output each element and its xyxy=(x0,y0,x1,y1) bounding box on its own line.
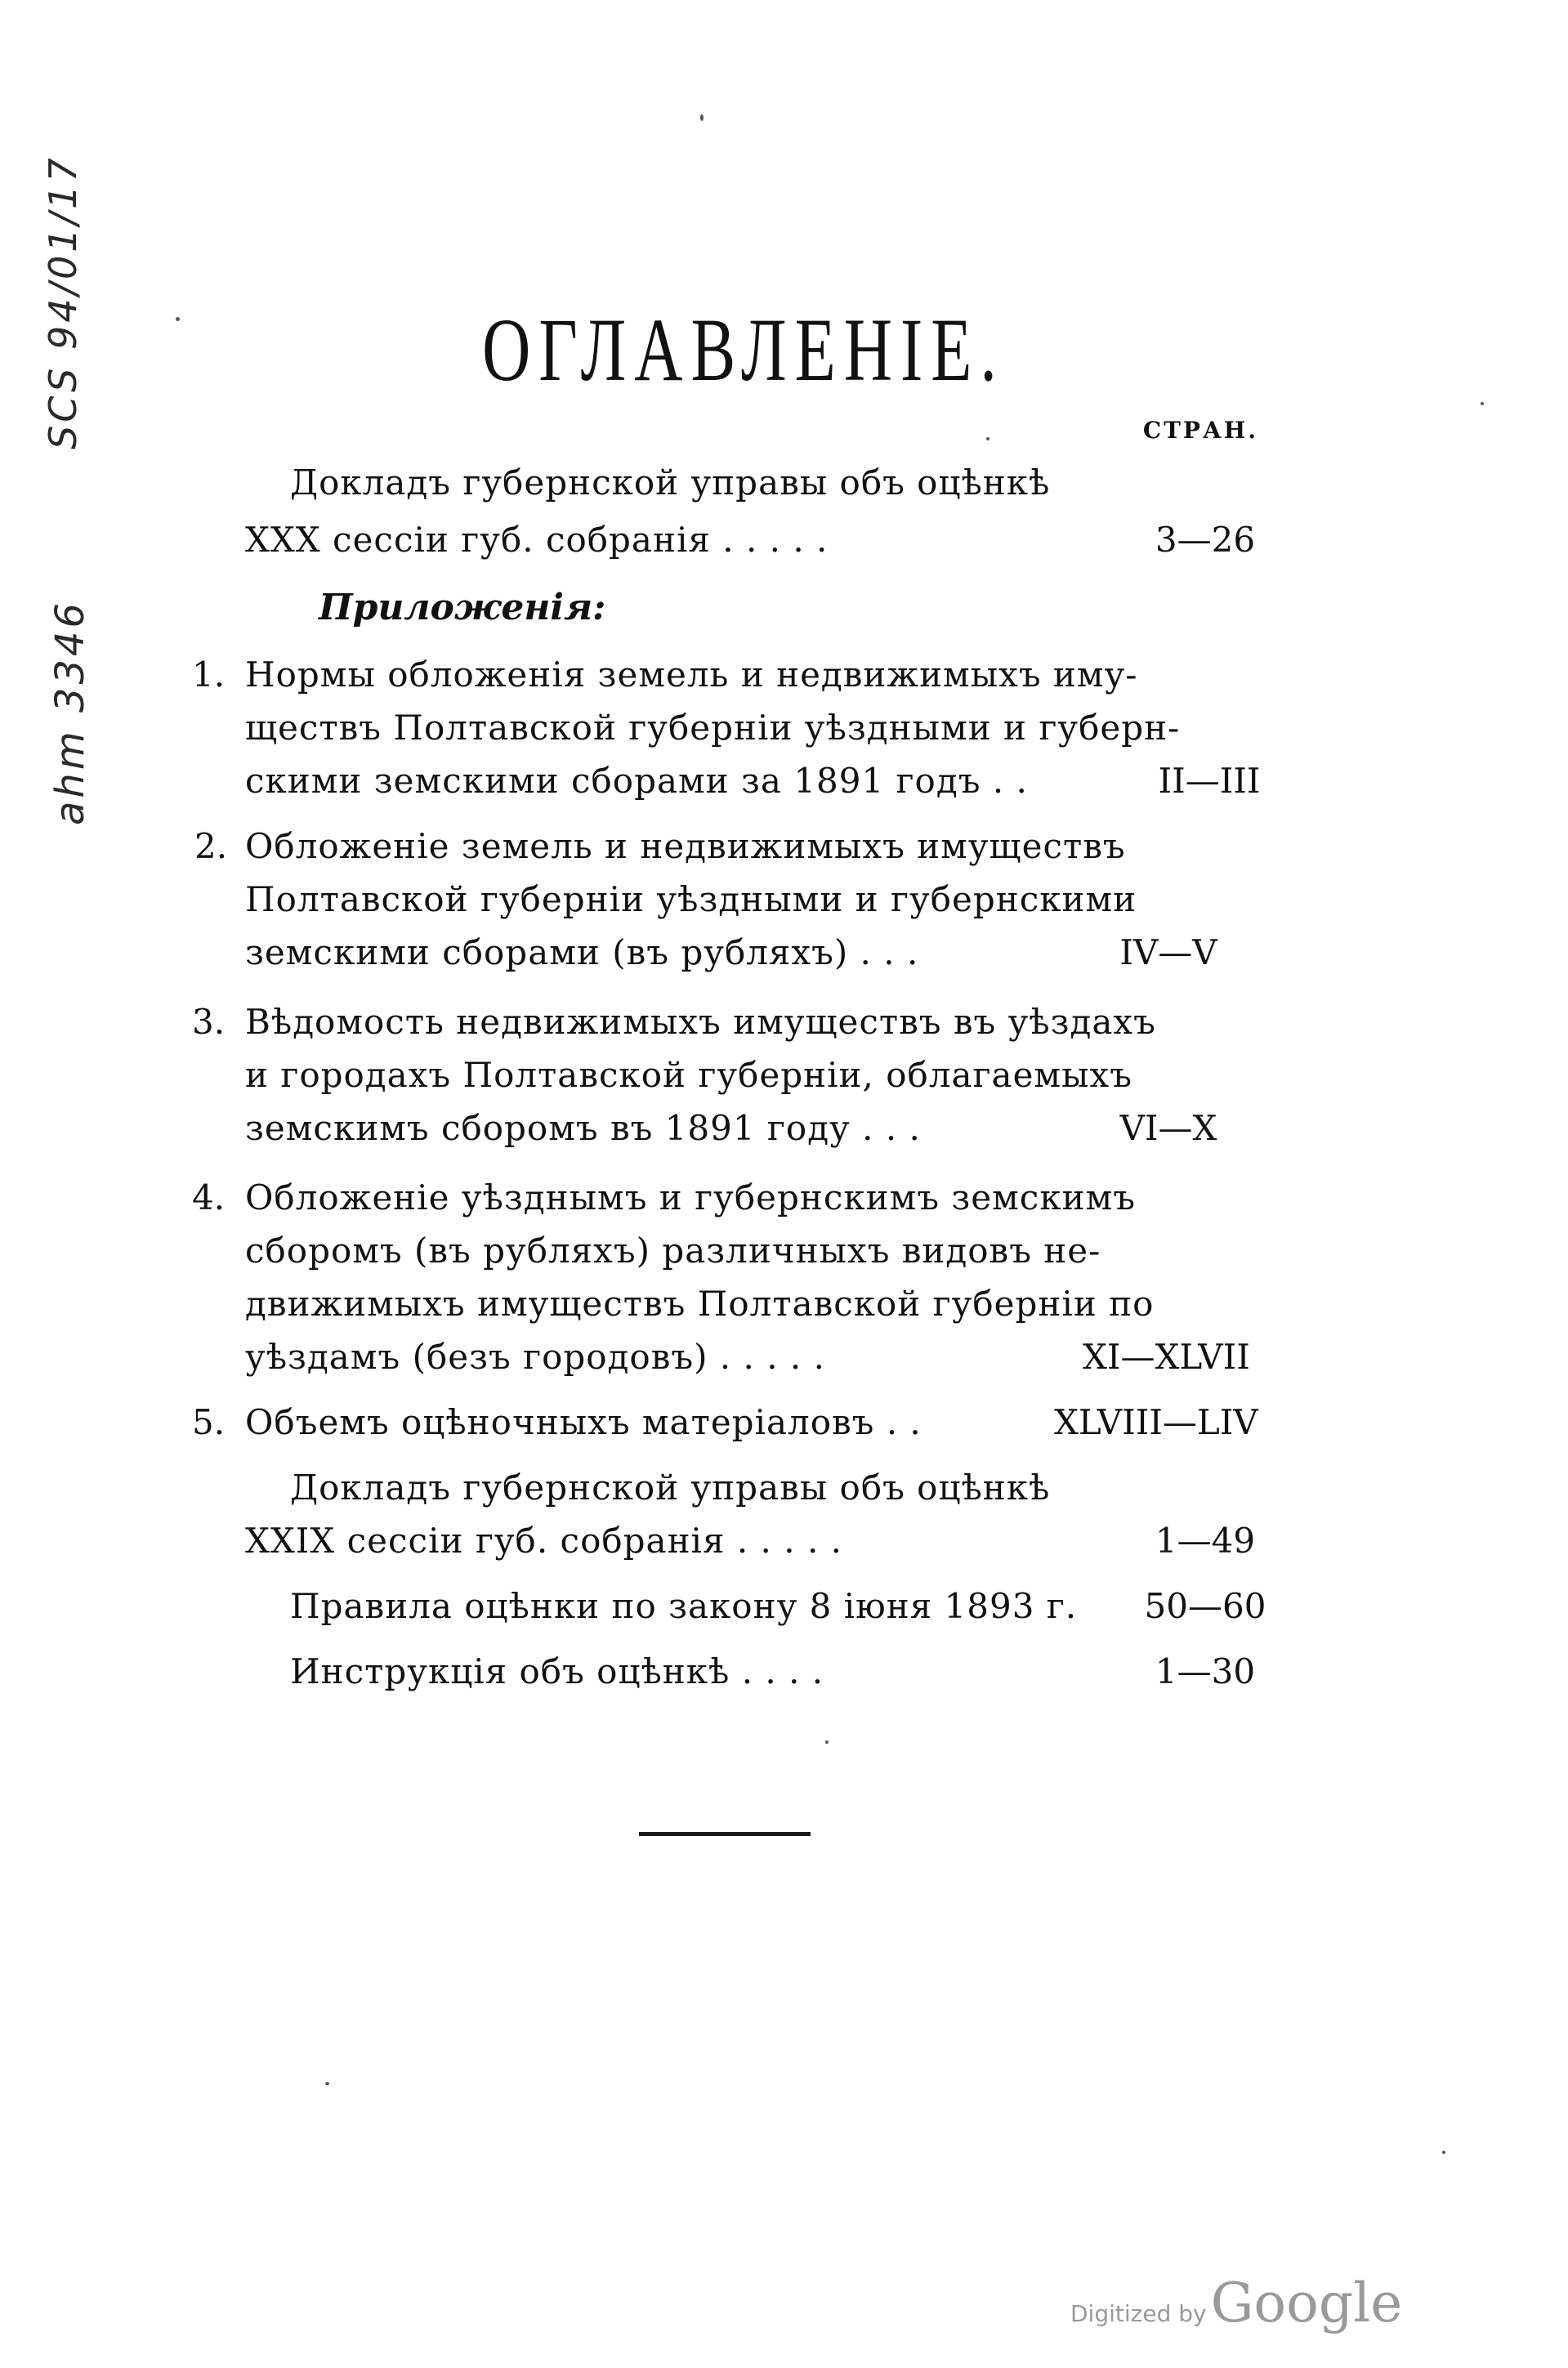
scan-speck xyxy=(1481,402,1484,405)
scan-speck xyxy=(700,114,704,121)
toc-line: Объемъ оцѣночныхъ матеріаловъ . . xyxy=(245,1402,922,1442)
toc-line: Докладъ губернской управы объ оцѣнкѣ xyxy=(290,1468,1051,1508)
toc-number: 3. xyxy=(192,1002,226,1042)
toc-line: движимыхъ имуществъ Полтавской губерніи по xyxy=(245,1284,1155,1324)
toc-line: XXX сессіи губ. собранія . . . . . xyxy=(245,520,829,560)
toc-line: сборомъ (въ рубляхъ) различныхъ видовъ не- xyxy=(245,1231,1101,1271)
toc-line: XXIX сессіи губ. собранія . . . . . xyxy=(245,1521,842,1561)
toc-line: ществъ Полтавской губерніи уѣздными и губерн- xyxy=(245,708,1181,748)
handwritten-shelfmark: SCS 94/01/17 xyxy=(41,154,85,449)
toc-line: земскими сборами (въ рубляхъ) . . . xyxy=(245,932,919,972)
page-title: ОГЛАВЛЕНІЕ. xyxy=(482,299,1005,400)
toc-line: Полтавской губерніи уѣздными и губернскими xyxy=(245,879,1137,919)
digitization-watermark xyxy=(1070,2272,1402,2334)
toc-pages: 1—49 xyxy=(1155,1521,1256,1561)
watermark-prefix: Digitized by xyxy=(1070,2300,1207,2327)
google-logo: Google xyxy=(1210,2272,1403,2334)
handwritten-catalog-number: ahm 3346 xyxy=(47,599,93,825)
toc-pages: IV—V xyxy=(1119,932,1217,972)
toc-line: земскимъ сборомъ въ 1891 году . . . xyxy=(245,1108,921,1148)
toc-pages: II—III xyxy=(1158,761,1261,801)
scan-speck xyxy=(325,2082,329,2085)
appendix-subheading: Приложенія: xyxy=(319,587,606,628)
toc-line: Правила оцѣнки по закону 8 іюня 1893 г. xyxy=(290,1586,1078,1626)
toc-line: Обложеніе земель и недвижимыхъ имуществъ xyxy=(245,826,1126,866)
toc-line: уѣздамъ (безъ городовъ) . . . . . xyxy=(245,1337,825,1377)
pages-column-header: СТРАН. xyxy=(1142,417,1258,444)
toc-pages: XLVIII—LIV xyxy=(1054,1402,1258,1442)
toc-number: 5. xyxy=(192,1402,226,1442)
toc-pages: 1—30 xyxy=(1155,1651,1256,1691)
closing-rule xyxy=(639,1832,811,1836)
scan-speck xyxy=(825,1740,829,1744)
toc-number: 4. xyxy=(192,1177,226,1218)
toc-line: Обложеніе уѣзднымъ и губернскимъ земскимъ xyxy=(245,1177,1136,1218)
toc-number: 2. xyxy=(194,826,228,866)
toc-pages: XI—XLVII xyxy=(1083,1337,1250,1377)
toc-line: Инструкція объ оцѣнкѣ . . . . xyxy=(290,1651,824,1691)
toc-line: скими земскими сборами за 1891 годъ . . xyxy=(245,761,1028,801)
scan-speck xyxy=(176,317,180,321)
toc-pages: 3—26 xyxy=(1155,520,1256,560)
scan-speck xyxy=(1442,2151,1445,2154)
toc-line: Докладъ губернской управы объ оцѣнкѣ xyxy=(290,462,1051,503)
toc-line: Вѣдомость недвижимыхъ имуществъ въ уѣздахъ xyxy=(245,1002,1156,1042)
toc-pages: VI—X xyxy=(1119,1108,1217,1148)
toc-line: Нормы обложенія земель и недвижимыхъ иму- xyxy=(245,655,1138,695)
scan-speck xyxy=(986,437,989,440)
toc-number: 1. xyxy=(192,655,226,695)
toc-pages: 50—60 xyxy=(1144,1586,1266,1626)
toc-line: и городахъ Полтавской губерніи, облагаемыхъ xyxy=(245,1055,1132,1095)
